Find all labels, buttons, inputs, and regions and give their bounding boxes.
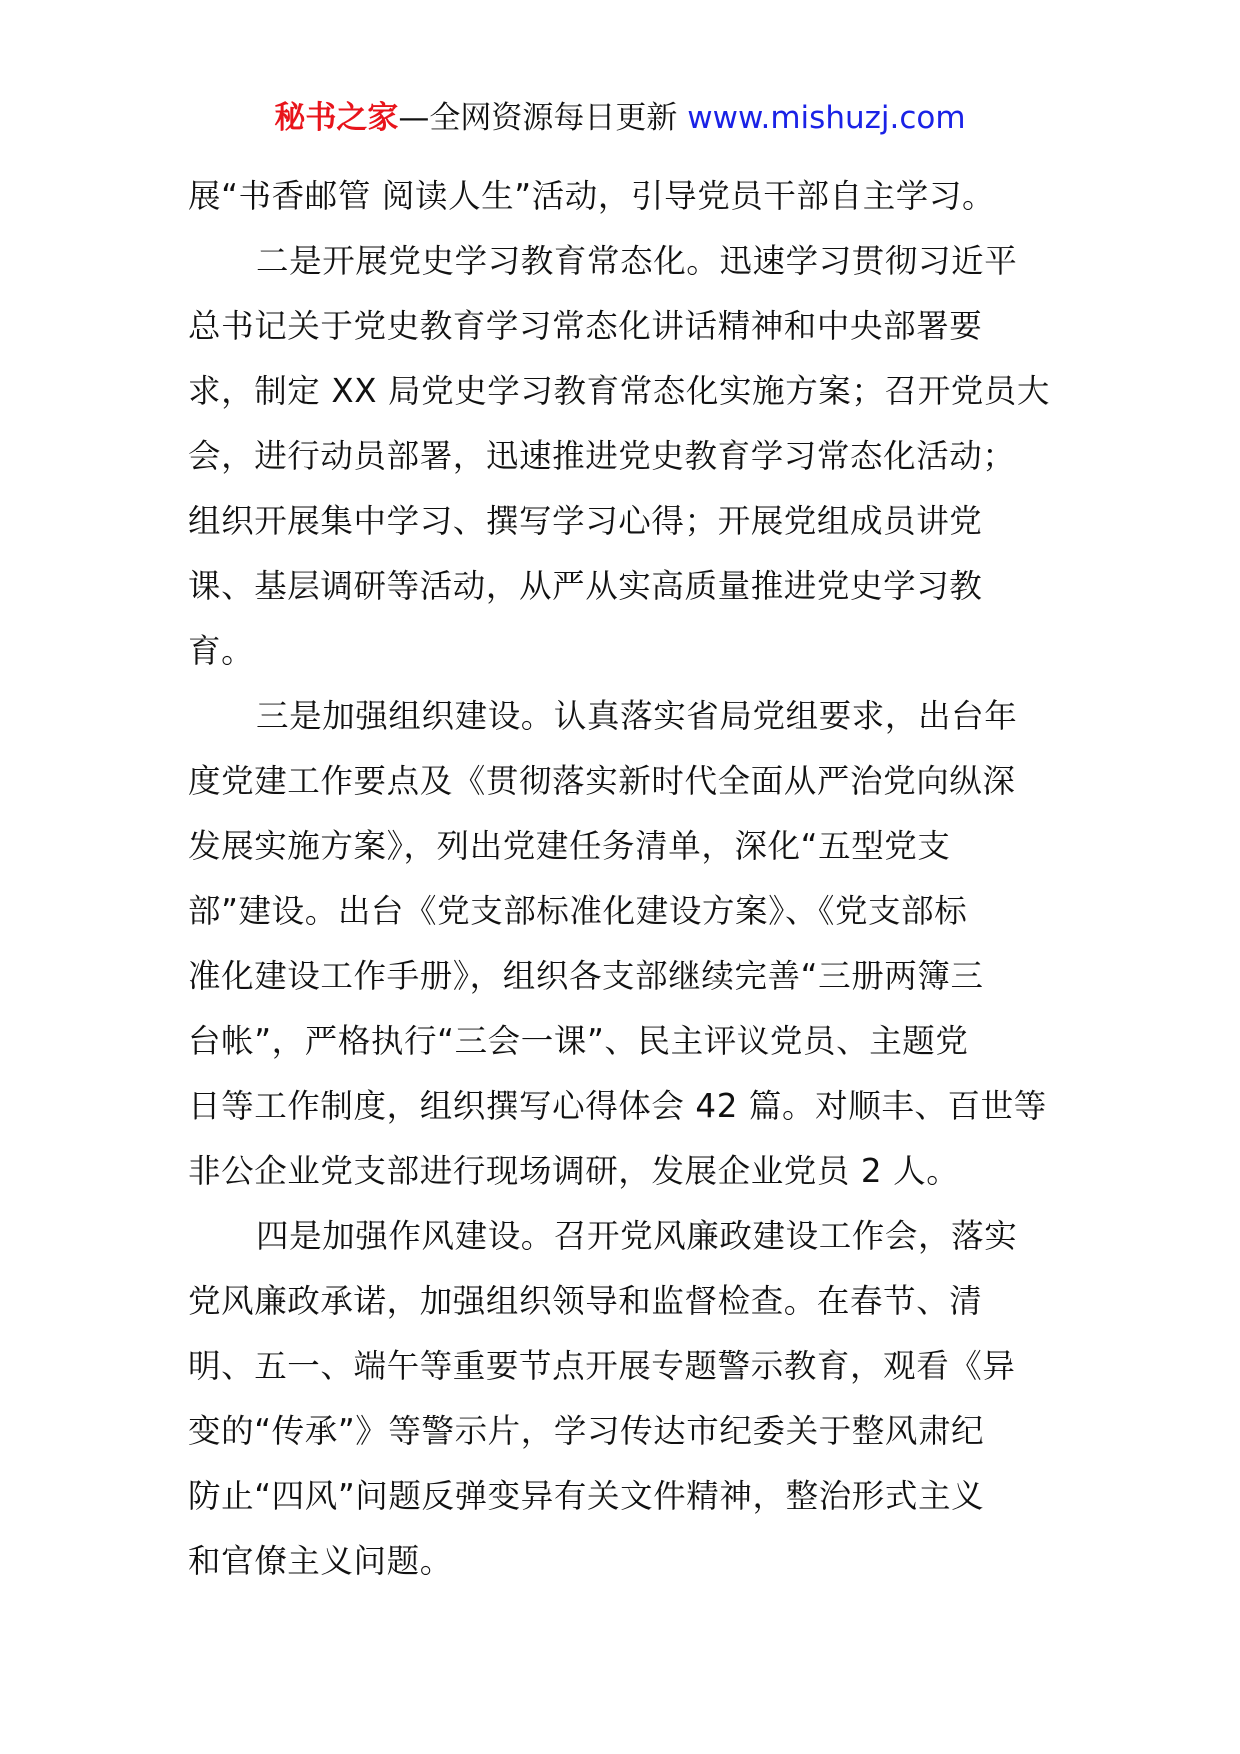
header-tagline: —全网资源每日更新 (398, 100, 678, 136)
paragraph-line: 组织开展集中学习、撰写学习心得；开展党组成员讲党 (188, 502, 983, 540)
paragraph-line: 总书记关于党史教育学习常态化讲话精神和中央部署要 (188, 307, 983, 345)
paragraph-line: 部”建设。出台《党支部标准化建设方案》、《党支部标 (188, 892, 968, 930)
paragraph-first-line: 三是加强组织建设。认真落实省局党组要求，出台年 (256, 697, 1018, 735)
document-body (188, 164, 1060, 1594)
paragraph-line: 会，进行动员部署，迅速推进党史教育学习常态化活动； (188, 437, 1016, 475)
paragraph-line: 发展实施方案》，列出党建任务清单，深化“五型党支 (188, 827, 951, 865)
paragraph-line: 防止“四风”问题反弹变异有关文件精神，整治形式主义 (188, 1477, 985, 1515)
paragraph-line: 变的“传承”》等警示片，学习传达市纪委关于整风肃纪 (188, 1412, 985, 1450)
paragraph-line: 课、基层调研等活动，从严从实高质量推进党史学习教 (188, 567, 983, 605)
paragraph-line: 度党建工作要点及《贯彻落实新时代全面从严治党向纵深 (188, 762, 1016, 800)
paragraph-line: 展“书香邮管 阅读人生”活动，引导党员干部自主学习。 (188, 177, 996, 215)
paragraph-line: 明、五一、端午等重要节点开展专题警示教育，观看《异 (188, 1347, 1016, 1385)
brand-name: 秘书之家 (274, 100, 399, 136)
paragraph-line: 台帐”，严格执行“三会一课”、民主评议党员、主题党 (188, 1022, 969, 1060)
paragraph-line: 非公企业党支部进行现场调研，发展企业党员 2 人。 (188, 1152, 960, 1190)
paragraph-line: 准化建设工作手册》，组织各支部继续完善“三册两簿三 (188, 957, 984, 995)
paragraph-line: 求，制定 XX 局党史学习教育常态化实施方案；召开党员大 (188, 372, 1050, 410)
paragraph-line: 日等工作制度，组织撰写心得体会 42 篇。对顺丰、百世等 (188, 1087, 1047, 1125)
paragraph-line: 和官僚主义问题。 (188, 1542, 453, 1580)
paragraph-first-line: 二是开展党史学习教育常态化。迅速学习贯彻习近平 (256, 242, 1018, 280)
paragraph-line: 党风廉政承诺，加强组织领导和监督检查。在春节、清 (188, 1282, 983, 1320)
paragraph-line: 育。 (188, 632, 255, 670)
site-header (0, 96, 1240, 140)
site-url-link[interactable]: www.mishuzj.com (687, 100, 966, 136)
paragraph-first-line: 四是加强作风建设。召开党风廉政建设工作会，落实 (256, 1217, 1018, 1255)
